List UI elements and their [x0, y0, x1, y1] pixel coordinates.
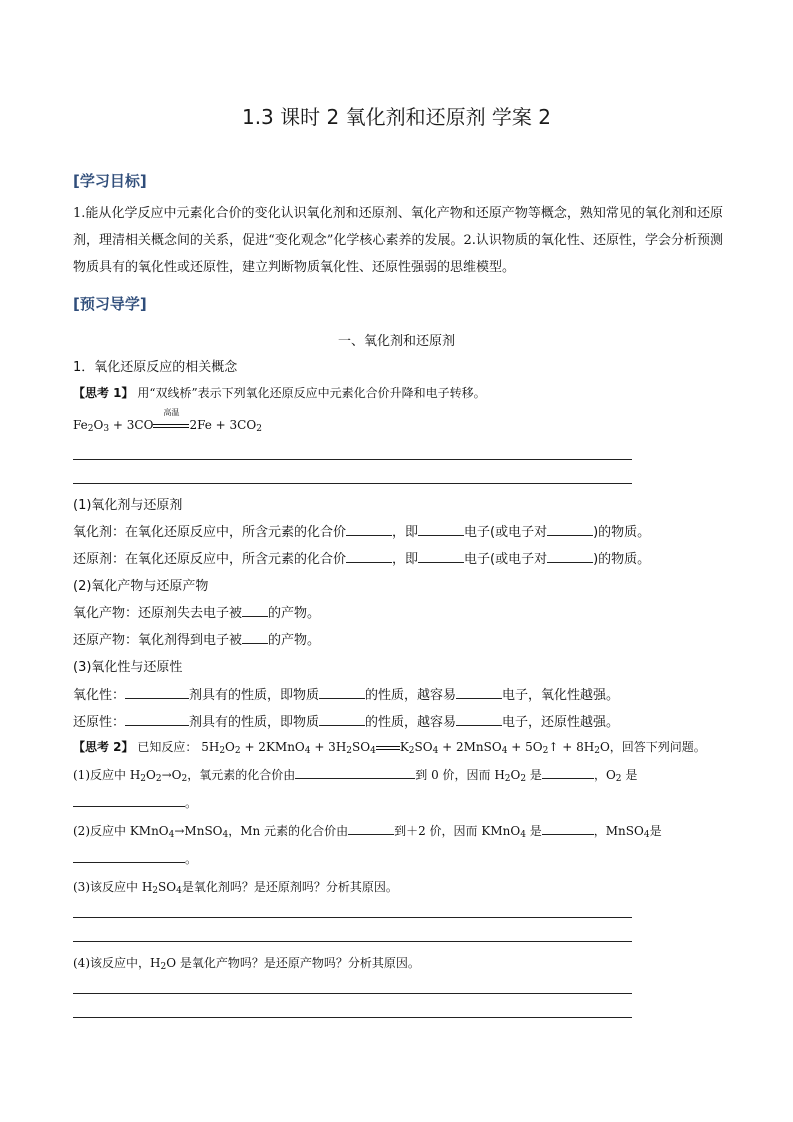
fill-blank[interactable]	[319, 713, 365, 726]
concept-title: 1．氧化还原反应的相关概念	[73, 360, 238, 375]
s1-reductant-line	[73, 548, 650, 567]
think1-equation	[73, 408, 262, 434]
eq-sub: 2	[520, 774, 527, 784]
fill-blank[interactable]	[73, 850, 185, 863]
text: ，MnSO	[593, 824, 644, 838]
text: 是	[525, 824, 542, 838]
answer-line[interactable]	[73, 993, 632, 994]
text: ，即	[392, 552, 419, 567]
eq-sub: 4	[501, 746, 508, 756]
text: 氧化性：	[73, 688, 126, 703]
text: 剂具有的性质，即物质	[189, 715, 320, 730]
preview-heading: [预习导学]	[73, 295, 147, 313]
eq-sub: 4	[168, 830, 175, 840]
eq-sub: 2	[160, 962, 167, 972]
think2-tag: 【思考 2】	[73, 740, 134, 754]
page-title: 1.3 课时 2 氧化剂和还原剂 学案 2	[241, 105, 552, 129]
eq-products: 2Fe + 3CO	[189, 418, 257, 432]
text: 氧化产物：还原剂失去电子被	[73, 606, 243, 621]
text: (3)该反应中 H	[73, 880, 153, 894]
eq: + 3H	[310, 740, 347, 754]
eq-co: + 3CO	[109, 418, 154, 432]
fill-blank[interactable]	[242, 604, 268, 617]
text: ，即	[392, 525, 419, 540]
fill-blank[interactable]	[456, 713, 502, 726]
text: 是	[526, 768, 542, 782]
eq-sub: 2	[87, 424, 94, 434]
eq-sub: 2	[615, 774, 622, 784]
text: (4)该反应中，H	[73, 956, 161, 970]
fill-blank[interactable]	[547, 523, 593, 536]
text: 的产物。	[268, 633, 321, 648]
fill-blank[interactable]	[125, 686, 189, 699]
text: ，氧元素的化合价由	[187, 768, 296, 782]
eq-sub: 2	[140, 774, 147, 784]
eq: K	[399, 740, 409, 754]
fill-blank[interactable]	[547, 550, 593, 563]
eq: ↑ + 8H	[548, 740, 595, 754]
text: 电子(或电子对	[464, 552, 548, 567]
eq: + 2MnSO	[438, 740, 502, 754]
eq-sub: 2	[152, 886, 159, 896]
text: 还原产物：氧化剂得到电子被	[73, 633, 243, 648]
s2-oxidation-product	[73, 602, 320, 621]
eq-fe: Fe	[73, 418, 88, 432]
text: 是	[621, 768, 638, 782]
reaction-condition: 高温	[163, 408, 180, 417]
fill-blank[interactable]	[242, 631, 268, 644]
eq-sub: 2	[504, 774, 511, 784]
section-subheading: 一、氧化剂和还原剂	[337, 334, 455, 349]
text: 的产物。	[268, 606, 321, 621]
eq-sub: 3	[103, 424, 110, 434]
eq-sub: 2	[234, 746, 241, 756]
fill-blank[interactable]	[542, 822, 594, 835]
think1-line	[73, 384, 486, 401]
text: 已知反应：	[137, 740, 198, 754]
answer-line[interactable]	[73, 459, 632, 460]
text: 到＋2 价，因而 KMnO	[394, 824, 521, 838]
q1-line	[73, 766, 637, 783]
fill-blank[interactable]	[456, 686, 502, 699]
fill-blank[interactable]	[418, 550, 464, 563]
think1-tag: 【思考 1】	[73, 386, 134, 400]
answer-line[interactable]	[73, 917, 632, 918]
eq-sub: 4	[370, 746, 376, 756]
q2-line-2	[73, 850, 197, 867]
fill-blank[interactable]	[346, 550, 392, 563]
eq-sub: 2	[181, 774, 188, 784]
q1-line-2	[73, 794, 197, 811]
eq: O	[599, 740, 610, 754]
text: →MnSO	[174, 824, 223, 838]
text: )的物质。	[593, 525, 651, 540]
fill-blank[interactable]	[73, 794, 185, 807]
fill-blank[interactable]	[542, 766, 594, 779]
eq-sub: 2	[219, 746, 226, 756]
eq-sub: 2	[408, 746, 415, 756]
reaction-arrow	[153, 408, 189, 432]
eq-sub: 4	[222, 830, 229, 840]
text: 电子，还原性越强。	[502, 715, 620, 730]
text: 。	[185, 852, 198, 866]
eq-sub: 2	[346, 746, 353, 756]
text: 电子(或电子对	[464, 525, 548, 540]
fill-blank[interactable]	[348, 822, 394, 835]
eq-sub: 4	[176, 886, 182, 896]
eq-sub: 2	[542, 746, 549, 756]
eq-sub: 2	[256, 424, 262, 434]
s2-reduction-product	[73, 629, 320, 648]
text: ，回答下列问题。	[609, 740, 706, 754]
text: 。	[185, 796, 198, 810]
eq-o: O	[93, 418, 104, 432]
eq-sub: 4	[520, 830, 526, 840]
text: 的性质，越容易	[365, 688, 457, 703]
eq: O	[225, 740, 235, 754]
s2-title: (2)氧化产物与还原产物	[73, 579, 209, 594]
think2-line	[73, 738, 706, 755]
eq: + 5O	[507, 740, 543, 754]
objectives-heading: [学习目标]	[73, 172, 147, 190]
s3-oxidizing-line	[73, 684, 619, 703]
text: ，O	[593, 768, 616, 782]
eq-sub: 2	[594, 746, 600, 756]
s1-oxidant-line	[73, 521, 650, 540]
text: O 是氧化产物吗？是还原产物吗？分析其原因。	[166, 956, 420, 970]
text: 是氧化剂吗？是还原剂吗？分析其原因。	[181, 880, 398, 894]
think1-text: 用“双线桥”表示下列氧化还原反应中元素化合价升降和电子转移。	[137, 386, 486, 400]
eq: 5H	[201, 740, 220, 754]
text: O	[146, 768, 156, 782]
text: 的性质，越容易	[365, 715, 457, 730]
text: O	[510, 768, 521, 782]
fill-blank[interactable]	[319, 686, 365, 699]
fill-blank[interactable]	[346, 523, 392, 536]
eq: + 2KMnO	[240, 740, 305, 754]
fill-blank[interactable]	[125, 713, 189, 726]
answer-line[interactable]	[73, 483, 632, 484]
eq-sub: 4	[643, 830, 650, 840]
text: SO	[158, 880, 177, 894]
fill-blank[interactable]	[418, 523, 464, 536]
equals-sign	[376, 746, 400, 750]
text: ，Mn 元素的化合价由	[228, 824, 349, 838]
text: 氧化剂：在氧化还原反应中，所含元素的化合价	[73, 525, 347, 540]
text: (2)反应中 KMnO	[73, 824, 169, 838]
text: 还原性：	[73, 715, 126, 730]
text: (1)反应中 H	[73, 768, 141, 782]
s3-title: (3)氧化性与还原性	[73, 660, 183, 675]
eq-sub: 2	[155, 774, 162, 784]
s1-title: (1)氧化剂与还原剂	[73, 498, 183, 513]
text: 还原剂：在氧化还原反应中，所含元素的化合价	[73, 552, 347, 567]
text: →O	[161, 768, 182, 782]
answer-line[interactable]	[73, 941, 632, 942]
eq-sub: 4	[304, 746, 311, 756]
eq-sub: 4	[432, 746, 439, 756]
text: )的物质。	[593, 552, 651, 567]
objectives-text: 1.能从化学反应中元素化合价的变化认识氧化剂和还原剂、氧化产物和还原产物等概念，熟知常见的氧化剂和还原剂，理清相关概念间的关系，促进“变化观念”化学核心素养的发展。2.认识物质的氧化性、还原性，学会分析预测物质具有的氧化性或还原性，建立判断物质氧化性、还原性强弱的思维模型。	[73, 206, 723, 275]
eq: SO	[352, 740, 371, 754]
text: 电子，氧化性越强。	[502, 688, 620, 703]
q4-line	[73, 954, 420, 971]
text: 剂具有的性质，即物质	[189, 688, 320, 703]
q2-line	[73, 822, 662, 839]
text: 是	[649, 824, 662, 838]
fill-blank[interactable]	[295, 766, 415, 779]
text: 到 0 价，因而 H	[415, 768, 505, 782]
q3-line	[73, 878, 398, 895]
eq: SO	[414, 740, 433, 754]
s3-reducing-line	[73, 711, 619, 730]
answer-line[interactable]	[73, 1017, 632, 1018]
